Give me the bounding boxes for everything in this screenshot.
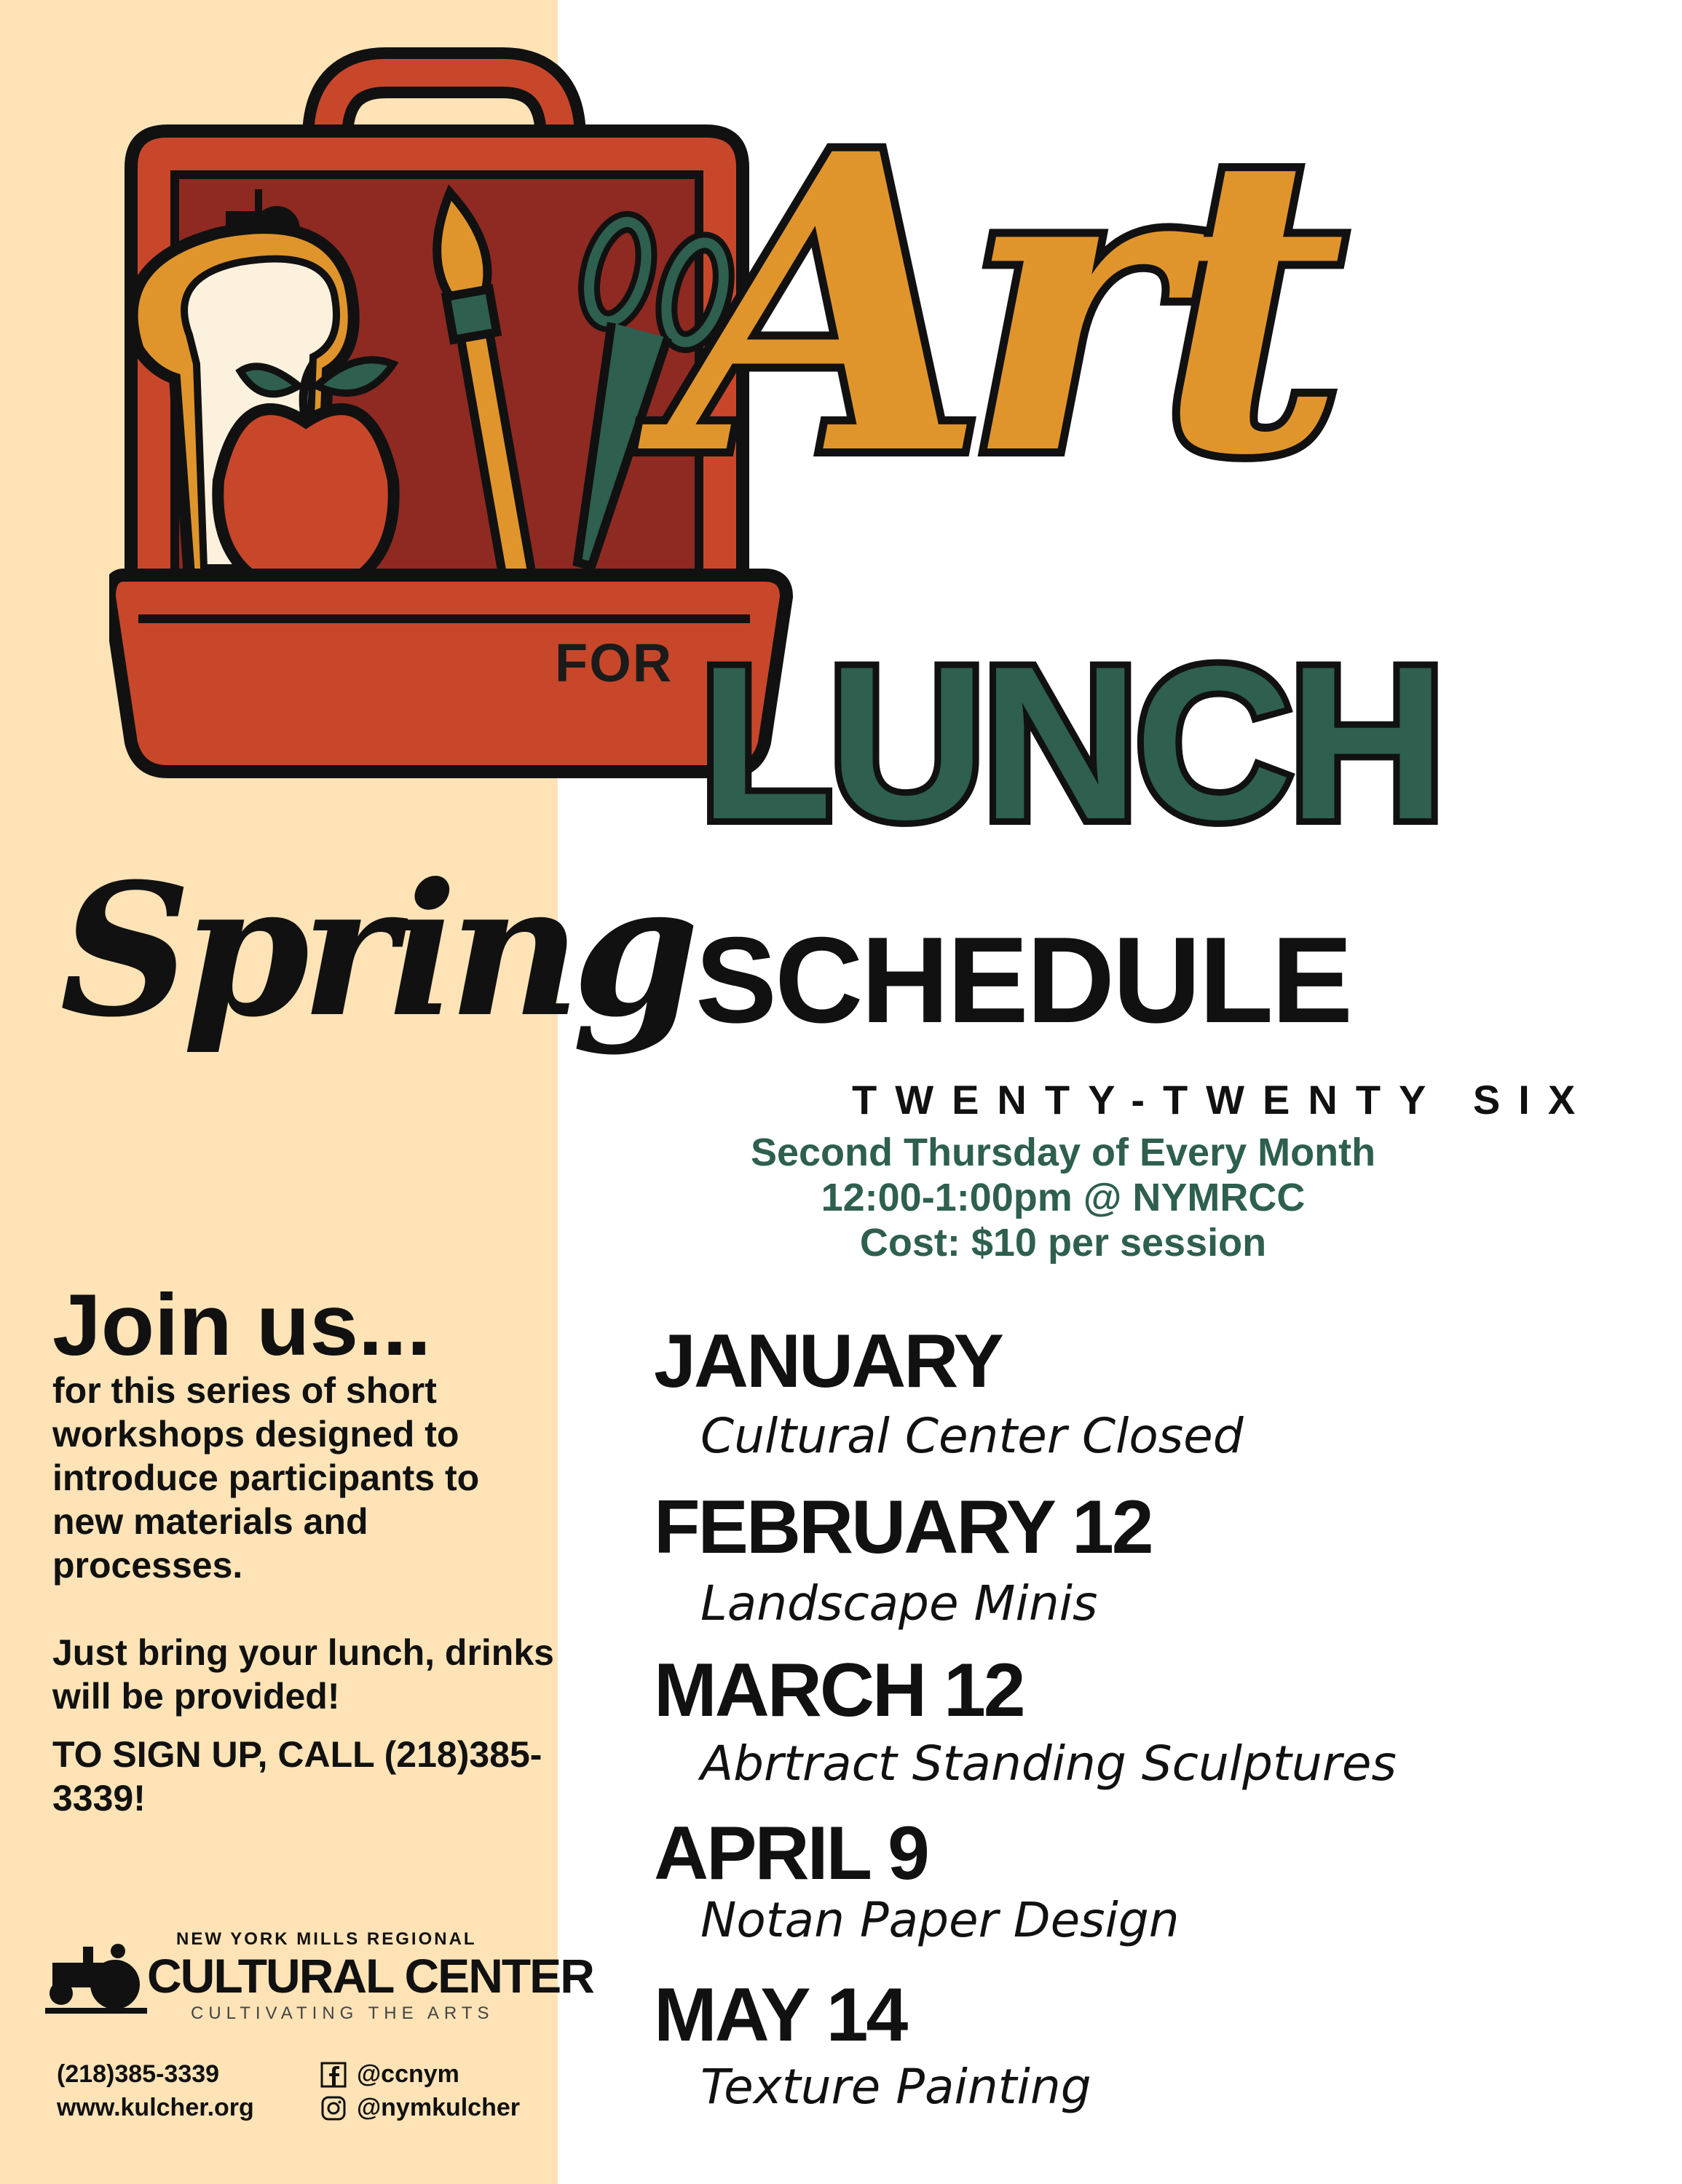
logo-tagline: CULTIVATING THE ARTS [191, 2003, 494, 2023]
event-time-location: 12:00-1:00pm @ NYMRCC [821, 1176, 1306, 1219]
logo-top-text: NEW YORK MILLS REGIONAL [176, 1929, 477, 1949]
cultural-center-logo [45, 1929, 593, 2024]
contact-website[interactable]: www.kulcher.org [57, 2094, 254, 2121]
event-info [641, 1130, 1485, 1265]
instagram-icon[interactable] [320, 2095, 347, 2121]
tractor-icon [45, 1941, 147, 2014]
title-spring: Spring [60, 843, 691, 1057]
schedule-workshop: Texture Painting [700, 2059, 1091, 2115]
facebook-handle[interactable]: @ccnym [357, 2060, 459, 2088]
schedule-month: MARCH 12 [654, 1648, 1024, 1733]
schedule-workshop: Notan Paper Design [700, 1892, 1180, 1948]
title-for: FOR [555, 633, 674, 693]
lunch-note: Just bring your lunch, drinks will be provided! [52, 1632, 554, 1717]
event-cost: Cost: $10 per session [859, 1221, 1267, 1265]
join-description: for this series of short workshops designed to introduce participants to new materials and processes. [52, 1370, 480, 1586]
title-lunch: LUNCH [699, 620, 1442, 865]
contact-phone: (218)385-3339 [57, 2060, 220, 2088]
instagram-handle[interactable]: @nymkulcher [357, 2094, 521, 2121]
schedule-workshop: Cultural Center Closed [700, 1408, 1244, 1464]
schedule-month: APRIL 9 [654, 1811, 928, 1896]
schedule-month: JANUARY [654, 1319, 1002, 1404]
schedule-workshop: Abrtract Standing Sculptures [700, 1736, 1397, 1792]
join-heading: Join us... [52, 1276, 432, 1374]
schedule-workshop: Landscape Minis [700, 1575, 1098, 1631]
title-schedule: SCHEDULE [695, 911, 1351, 1048]
logo-main-text: CULTURAL CENTER [147, 1949, 593, 2003]
schedule-month: MAY 14 [654, 1973, 907, 2057]
event-frequency: Second Thursday of Every Month [750, 1131, 1376, 1174]
subtitle-year: TWENTY-TWENTY SIX [852, 1077, 1594, 1123]
signup-call: TO SIGN UP, CALL (218)385-3339! [52, 1734, 542, 1819]
schedule-month: FEBRUARY 12 [654, 1485, 1152, 1570]
facebook-icon[interactable] [320, 2062, 347, 2088]
title-art: Art [670, 66, 1324, 545]
